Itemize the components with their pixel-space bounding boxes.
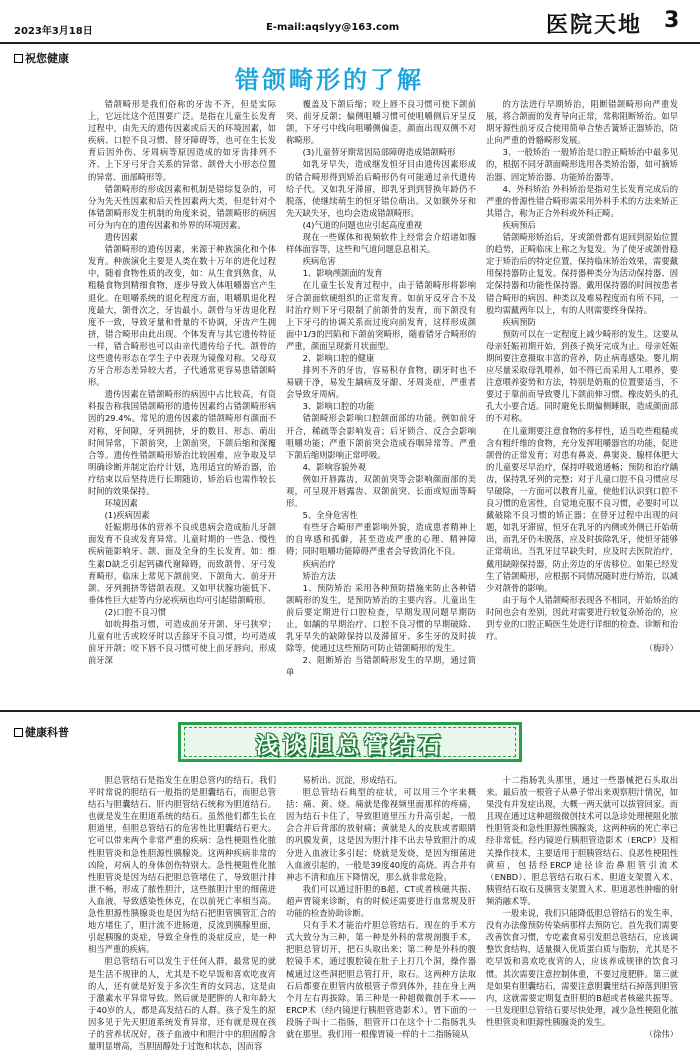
subheading: 2、影响口腔的健康: [302, 352, 375, 363]
paragraph: 如乳牙早失，造成继发恒牙目由遗传因素形成的错合畸形得到矫治后畸形仍有可能通过亲代遗传给子代。又如乳牙滞留，即乳牙到到替换年龄仍不脱落，使继续萌生的恒牙错位萌出。又如额外牙和先天缺失牙，也均会造成错颌畸形。: [286, 159, 476, 218]
article2-column-3: [486, 774, 678, 1039]
paragraph: 2、阻断矫治 当错颌畸形发生的早期，通过简单: [286, 655, 476, 678]
section-label-health: [14, 50, 69, 66]
paragraph: 一般来说，我们只能降低胆总管结石的发生率，没有办法像预防传染病那样去预防它。首先我们需要改善饮食习惯，专吃素食易引发胆总管结石，应该调整饮食结构，适量摄入优质蛋白质与脂肪，尤其是不吃早饭和喜欢吃夜宵的人，应该养成规律的饮食习惯。其次需要注意控制体重，不要过度肥胖。第三就是如果有胆囊结石，需要注意胆囊里结石掉落到胆管内，这就需要定期复查肝胆的B超或者核磁共振等。一旦发现胆总管结石要尽快处理，减少急性梗阻化脓性胆管炎和胆源性胰腺炎的发生。: [486, 908, 678, 1027]
paragraph: 错颌畸形矫治后，牙或颌骨都有退回到原始位置的趋势，正畸临床上称之为复发。为了使牙或颌骨稳定于矫治后的特定位置，保持临床矫治效果，需要戴用保持器防止复发。保持器种类分为活动保持器、固定保持器和功能性保持器。戴用保持器的时间按患者错合畸形的病因、种类以及难易程度而有所不同，一般均需戴两年以上，有的人则需要终身保持。: [486, 232, 678, 315]
subheading: 环境因素: [104, 498, 138, 509]
author-signature: （梅玲）: [644, 643, 678, 654]
subheading: 遗传因素: [104, 232, 138, 243]
paragraph: 错颌畸形的遗传因素，来源于种族演化和个体发育。种族演化主要是人类在数十万年的进化过程中，随着食物性质的改变，如：从生食到熟食，从粗糙食物到精细食物，逐步导致人体咀嚼器官产生退化。在咀嚼系统的退化程度方面，咀嚼肌退化程度最大，颌骨次之，牙齿最小。颌骨与牙齿退化程度不一致，导致牙量和骨量的不协调，牙齿产生拥挤，错合畸形由此出现。个体发育与其它遗传特征一样，错合畸形也可以由亲代遗传给子代。颌骨的这些遗传形态在学生子中表现为镜像对称。父母双方牙合形态差异较大者，子代通常更容易患错颌畸形。: [88, 244, 276, 388]
paragraph: 胆总管结石可以发生于任何人群，最常见的就是生活不规律的人，尤其是不吃早饭和喜欢吃夜宵的人，还有就是好发于多次生育的女同志，这是由于激素水平异常导致。然后就是肥胖的人和年龄大于40岁的人，都是高发结石的人群。孩子发生的原因多见于先天胆道系统发育异常，还有就是现在孩子的营养状况好，孩子血液中和胆汁中的胆固醇含量明显增高，当胆固醇处于过饱和状态，因而容: [88, 956, 276, 1052]
issue-date: 2023年3月18日: [14, 26, 93, 37]
article1-column-3: [486, 98, 678, 708]
subheading: 3、影响口腔的功能: [302, 401, 375, 412]
paragraph: 有些牙合畸形严重影响外貌，造成患者精神上的自卑感和孤僻，甚至造成严重的心理、精神障碍；同时咀嚼功能障碍严重者会导致消化不良。: [286, 522, 476, 557]
checkbox-square-icon: [14, 54, 23, 63]
paragraph: 妊娠期母体的营养不良或患病会造成胎儿牙颌面发育不良或发育异常。儿童时期的一些急、慢性疾病能影响牙、颌、面及全身的生长发育。如：维生素D缺乏引起钙磷代谢障碍，而致颌骨、牙弓发育畸形，临床上常见下颌前突、下颌角大、前牙开颌、牙列拥挤等错颌表现。又如甲状腺功能低下、垂体性巨大症等内分泌疾病也均可引起错颌畸形。: [88, 522, 276, 605]
subheading: 1、影响颅颌面的发育: [302, 268, 383, 279]
checkbox-square-icon: [14, 728, 23, 737]
subheading: 疾病预防: [502, 316, 536, 327]
article1-column-1: [88, 98, 276, 708]
section-label-science: [14, 724, 69, 740]
paragraph: 易析出、沉淀，形成结石。: [302, 775, 403, 785]
paragraph: 现在一些媒体和视频软件上经常会介绍诸如腺样体面容等，这些和气道问题息息相关。: [286, 232, 476, 255]
subheading: (3)儿童替牙期常因局部障碍造成错颌畸形: [302, 147, 456, 158]
section-divider: [0, 710, 700, 712]
subheading: (1)疾病因素: [104, 510, 150, 521]
paragraph: 错颌畸形是我们俗称的牙齿不齐，但是实际上，它远比这个范围要广泛。是指在儿童生长发育过程中，由先天的遗传因素或后天的环境因素，如疾病、口腔不良习惯、替牙障碍等，也可在生长发育后因外伤、牙周病等原因造成的如牙齿排列不齐、上下牙弓牙合关系的异常、颌骨大小形态位置的异常、面部畸形等。: [88, 99, 276, 182]
article2-column-2: [286, 774, 476, 1039]
paragraph: 覆盖及下颌后缩；咬上唇不良习惯可使下颌前突、前牙反颌；偏侧咀嚼习惯可使咀嚼侧后牙呈反颌，下牙弓中线向咀嚼侧偏歪，颜面出现双侧不对称畸形。: [286, 99, 476, 146]
article-title-gallstone: 浅谈胆总管结石: [255, 733, 445, 759]
paragraph: 错颌畸形会影响口腔颌面部的功能。例如前牙开合，稀疏等会影响发音；后牙锁合、反合会影响咀嚼功能；严重下颌前突会造成吞咽异常等。严重下颌后缩则影响正常呼吸。: [286, 413, 476, 460]
section-label-text: 祝您健康: [25, 52, 69, 65]
paragraph: 的方法进行早期矫治，阻断错颌畸形向严重发展，将合颌面的发育导向正常，常称阻断矫治。如早期牙源性前牙反合使用简单合垫舌簧矫正器矫治，防止向严重的骨骼畸形发展。: [486, 99, 678, 146]
page-name: 医院天地: [546, 13, 643, 38]
paragraph: 1、预防矫治 采用各种预防措施来防止各种错颌畸形的发生，是预防矫治的主要内容。儿童出生前后要定期进行口腔检查，早期发现问题早期防止，如龋的早期治疗、口腔不良习惯的早期破除、乳牙早失的缺隙保持以及滞留牙、多生牙的及时拔除等，使通过这些预防可防止错颌畸形的发生。: [286, 582, 476, 654]
paragraph: 由于每个人错颌畸形表现各不相同，开始矫治的时间也会有差别，因此对需要进行较复杂矫治的，应到专业的口腔正畸医生处进行详细的检查、诊断和治疗。: [486, 594, 678, 642]
subheading: (2)口腔不良习惯: [104, 606, 167, 617]
paragraph: 胆总管结石是指发生在胆总管内的结石。我们平时常说的胆结石一般指的是胆囊结石，而胆总管结石与胆囊结石、肝内胆管结石统称为胆道结石。也就是发生在胆道系统的结石。虽然他们都生长在胆道里，但胆总管结石的危害性比胆囊结石更大。它可以带来两个非常严重的疾病：急性梗阻性化脓性胆管炎和急性胆源性胰腺炎。这两种疾病非常的凶险，对病人的身体创伤特别大。急性梗阻性化脓性胆管炎是因为结石把胆总管堵住了，导致胆汁排泄不畅，形成了脓性胆汁，这些脓胆汁里的细菌进入血液，导致感染性休克，在以前死亡率相当高。急性胆源性胰腺炎也是因为结石把胆管胰管汇合的地方堵住了，胆汁流不进肠道，反流到胰腺里面，引起胰腺的炎症，导致全身性的炎症反应，是一种相当严重的疾病。: [88, 775, 276, 955]
subheading: 4、影响容貌外观: [302, 461, 366, 472]
subheading: 疾病治疗: [302, 558, 336, 569]
article-title-banner: [178, 722, 522, 762]
article1-column-2: [286, 98, 476, 708]
paragraph: 我们可以通过肝胆的B超、CT或者核磁共振、超声胃镜来诊断，有的时候还需要进行血常规及肝功能的检查协助诊断。: [286, 883, 476, 919]
article2-column-1: [88, 774, 276, 1052]
article-title-malocclusion: 错颌畸形的了解: [235, 66, 424, 94]
subheading: 疾病危害: [302, 256, 336, 267]
subheading: 疾病预后: [502, 219, 536, 230]
paragraph: 胆总管结石典型的症状，可以用三个字来概括：痛、黄、烧。痛就是像视频里面那样的疼痛，因为结石卡住了，导致胆道里压力升高引起，一般会合并后背部的放射痛；黄就是人的皮肤或者眼睛的巩膜发黄，这是因为胆汁排不出去导致胆汁的成分进入血液让多引起；烧就是发烧，是因为细菌进入血液引起的，一般是39度40度的高烧。再合并有神志不清和血压下降情况，那么就非常危险。: [286, 787, 476, 882]
paragraph: 预防可以在一定程度上减少畸形的发生。这要从母亲妊娠初期开始，到孩子换牙完成为止。母亲妊娠期间要注意摄取丰富的营养，防止病毒感染。婴儿期应尽量采取母乳喂养，如不得已而采用人工喂养，要注意喂养姿势和方法，特别是奶瓶的位置要适当，不要过于靠前而导致婴儿下颌前伸习惯。橡皮奶头的孔孔大小要合适。同时避免长期偏侧睡眠，造成颜面部的不对称。: [486, 328, 678, 424]
paragraph: 排列不齐的牙齿，容易积存食物，刷牙时也不易刷干净，易发生龋病及牙龈、牙周炎症，严重者会导致牙周病。: [286, 365, 476, 400]
page-number: 3: [664, 8, 680, 33]
paragraph: 在儿童期要注意食物的多样性，适当吃些粗糙或含有粗纤维的食物，充分发挥咀嚼器官的功能，促进颌骨的正常发育；对患有鼻炎、鼻窦炎、腺样体肥大的儿童要尽早治疗，保持呼吸道通畅；预防和治疗龋齿，保持乳牙列的完整；对于儿童口腔不良习惯应尽早破除，一方面可以教育儿童，使他们认识到口腔不良习惯的危害性，自觉地克服不良习惯，必要时可以戴破除不良习惯的矫正器；在替牙过程中出现的问题，如乳牙滞留，恒牙在乳牙的内侧或外侧已开始萌出，而乳牙仍未脱落，应及时拔除乳牙，使恒牙能够正常萌出。当乳牙过早缺失时，应及时去医院治疗，戴用缺隙保持器，防止旁边的牙齿移位。如果已经发生了错颌畸形，应根据不同情况随时进行矫治，以减少对颌骨的影响。: [486, 425, 678, 593]
paragraph: 4、外科矫治 外科矫治是指对生长发育完成后的严重的骨源性错合畸形需采用外科手术的方法来矫正其错合，称为正合外科或外科正畸。: [486, 183, 678, 218]
subheading: (4)气道的问题也应引起高度重视: [302, 219, 423, 230]
paragraph: 在儿童生长发育过程中，由于错颌畸形将影响牙合颌面软硬组织的正常发育。如前牙反牙合不及时治疗则下牙弓限制了前颌骨的发育，而下颌没有上下牙弓的协调关系而过度向前发育，这样形成颜面中1/3的凹陷和下颌前突畸形，随着错牙合畸形的严重，颜面呈现新月状面型。: [286, 280, 476, 351]
contact-email[interactable]: E-mail:aqslyy@163.com: [266, 22, 400, 33]
subheading: 矫治方法: [302, 570, 336, 581]
paragraph: 只有手术才能治疗胆总管结石。现在的手术方式大致分为三种，第一种是外科的常规剖腹手术，把胆总管切开，把石头取出来；第二种是外科的腹腔镜手术，通过腹腔镜在肚子上打几个洞，操作器械通过这些洞把胆总管打开，取石。这两种方法取石后都要在胆管内放根管子带到体外，挂在身上两个月左右再拔除。第三种是一种超微微创手术——ERCP术（经内镜逆行胰胆管造影术）。胃下面的一段肠子叫十二指肠，胆管开口在这个十二指肠乳头就在那里。我们用一根像胃镜一样的十二指肠镜从: [286, 920, 476, 1039]
paragraph: 遗传因素在错颌畸形的病因中占比较高，有资料报告称我国错颌畸形的遗传因素约占错颌畸形病因的29.4%。常见的遗传因素的错颌畸形有颜面不对称，牙间隙，牙列拥挤，牙的数目、形态、萌出时间异常，下颌前突，上颌前突，下颌后缩和深覆合等。遗传性错颌畸形矫治比较困难，应争取及早明确诊断并制定治疗计划，选用适宜的矫治器，治疗结束以后坚持进行长期随访，矫治后也需作较长时间的效果保持。: [88, 389, 276, 496]
subheading: 5、全身危害性: [302, 510, 358, 521]
paragraph: 例如开唇露齿，双颌前突等会影响颜面部的美观，可呈现开唇露齿、双颌前突、长面或短面等畸形。: [286, 473, 476, 509]
paragraph: 错颌畸形的形成因素和机制是错综复杂的，可分为先天性因素和后天性因素两大类，但是针对个体错颌畸形发生机制的角度来说，错颌畸形的病因可分为内在的遗传因素和外界的环境因素。: [88, 183, 276, 230]
paragraph: 十二指肠乳头那里，通过一些器械把石头取出来。最后放一根管子从鼻子带出来观察胆汁情况，如果没有并发症出现，大概一两天就可以拔管回家。而且现在通过这种超级微创技术可以急诊处理梗阻化脓性胆管炎和急性胆源性胰腺炎，这两种病的死亡率已经非常低。经内镜逆行胰胆管造影术（ERCP）及相关操作技术，主要适用于胆胰管结石、良恶性梗阻性黄疸，包括经ERCP途径诊治鼻胆管引流术（ENBD）、胆总管结石取石术、胆道支架置入术、胰管结石取石及胰管支架置入术、胆道恶性肿瘤的射频消融术等。: [486, 775, 678, 906]
paragraph: 如吮拇指习惯，可造成前牙开颌、牙弓狭窄；儿童有吐舌或咬牙时以舌舔牙不良习惯，均可造成前牙开颌；咬下唇不良习惯可使上前牙唇向，形成前牙深: [88, 619, 276, 666]
section-label-text: 健康科普: [25, 726, 69, 739]
paragraph: 3、一般矫治 一般矫治是口腔正畸矫治中最多见的，根据不同牙颌面畸形选用各类矫治器，如可摘矫治器、固定矫治器、功能矫治器等。: [486, 147, 678, 182]
author-signature: （徐伟）: [644, 1028, 678, 1039]
masthead: [0, 0, 700, 44]
